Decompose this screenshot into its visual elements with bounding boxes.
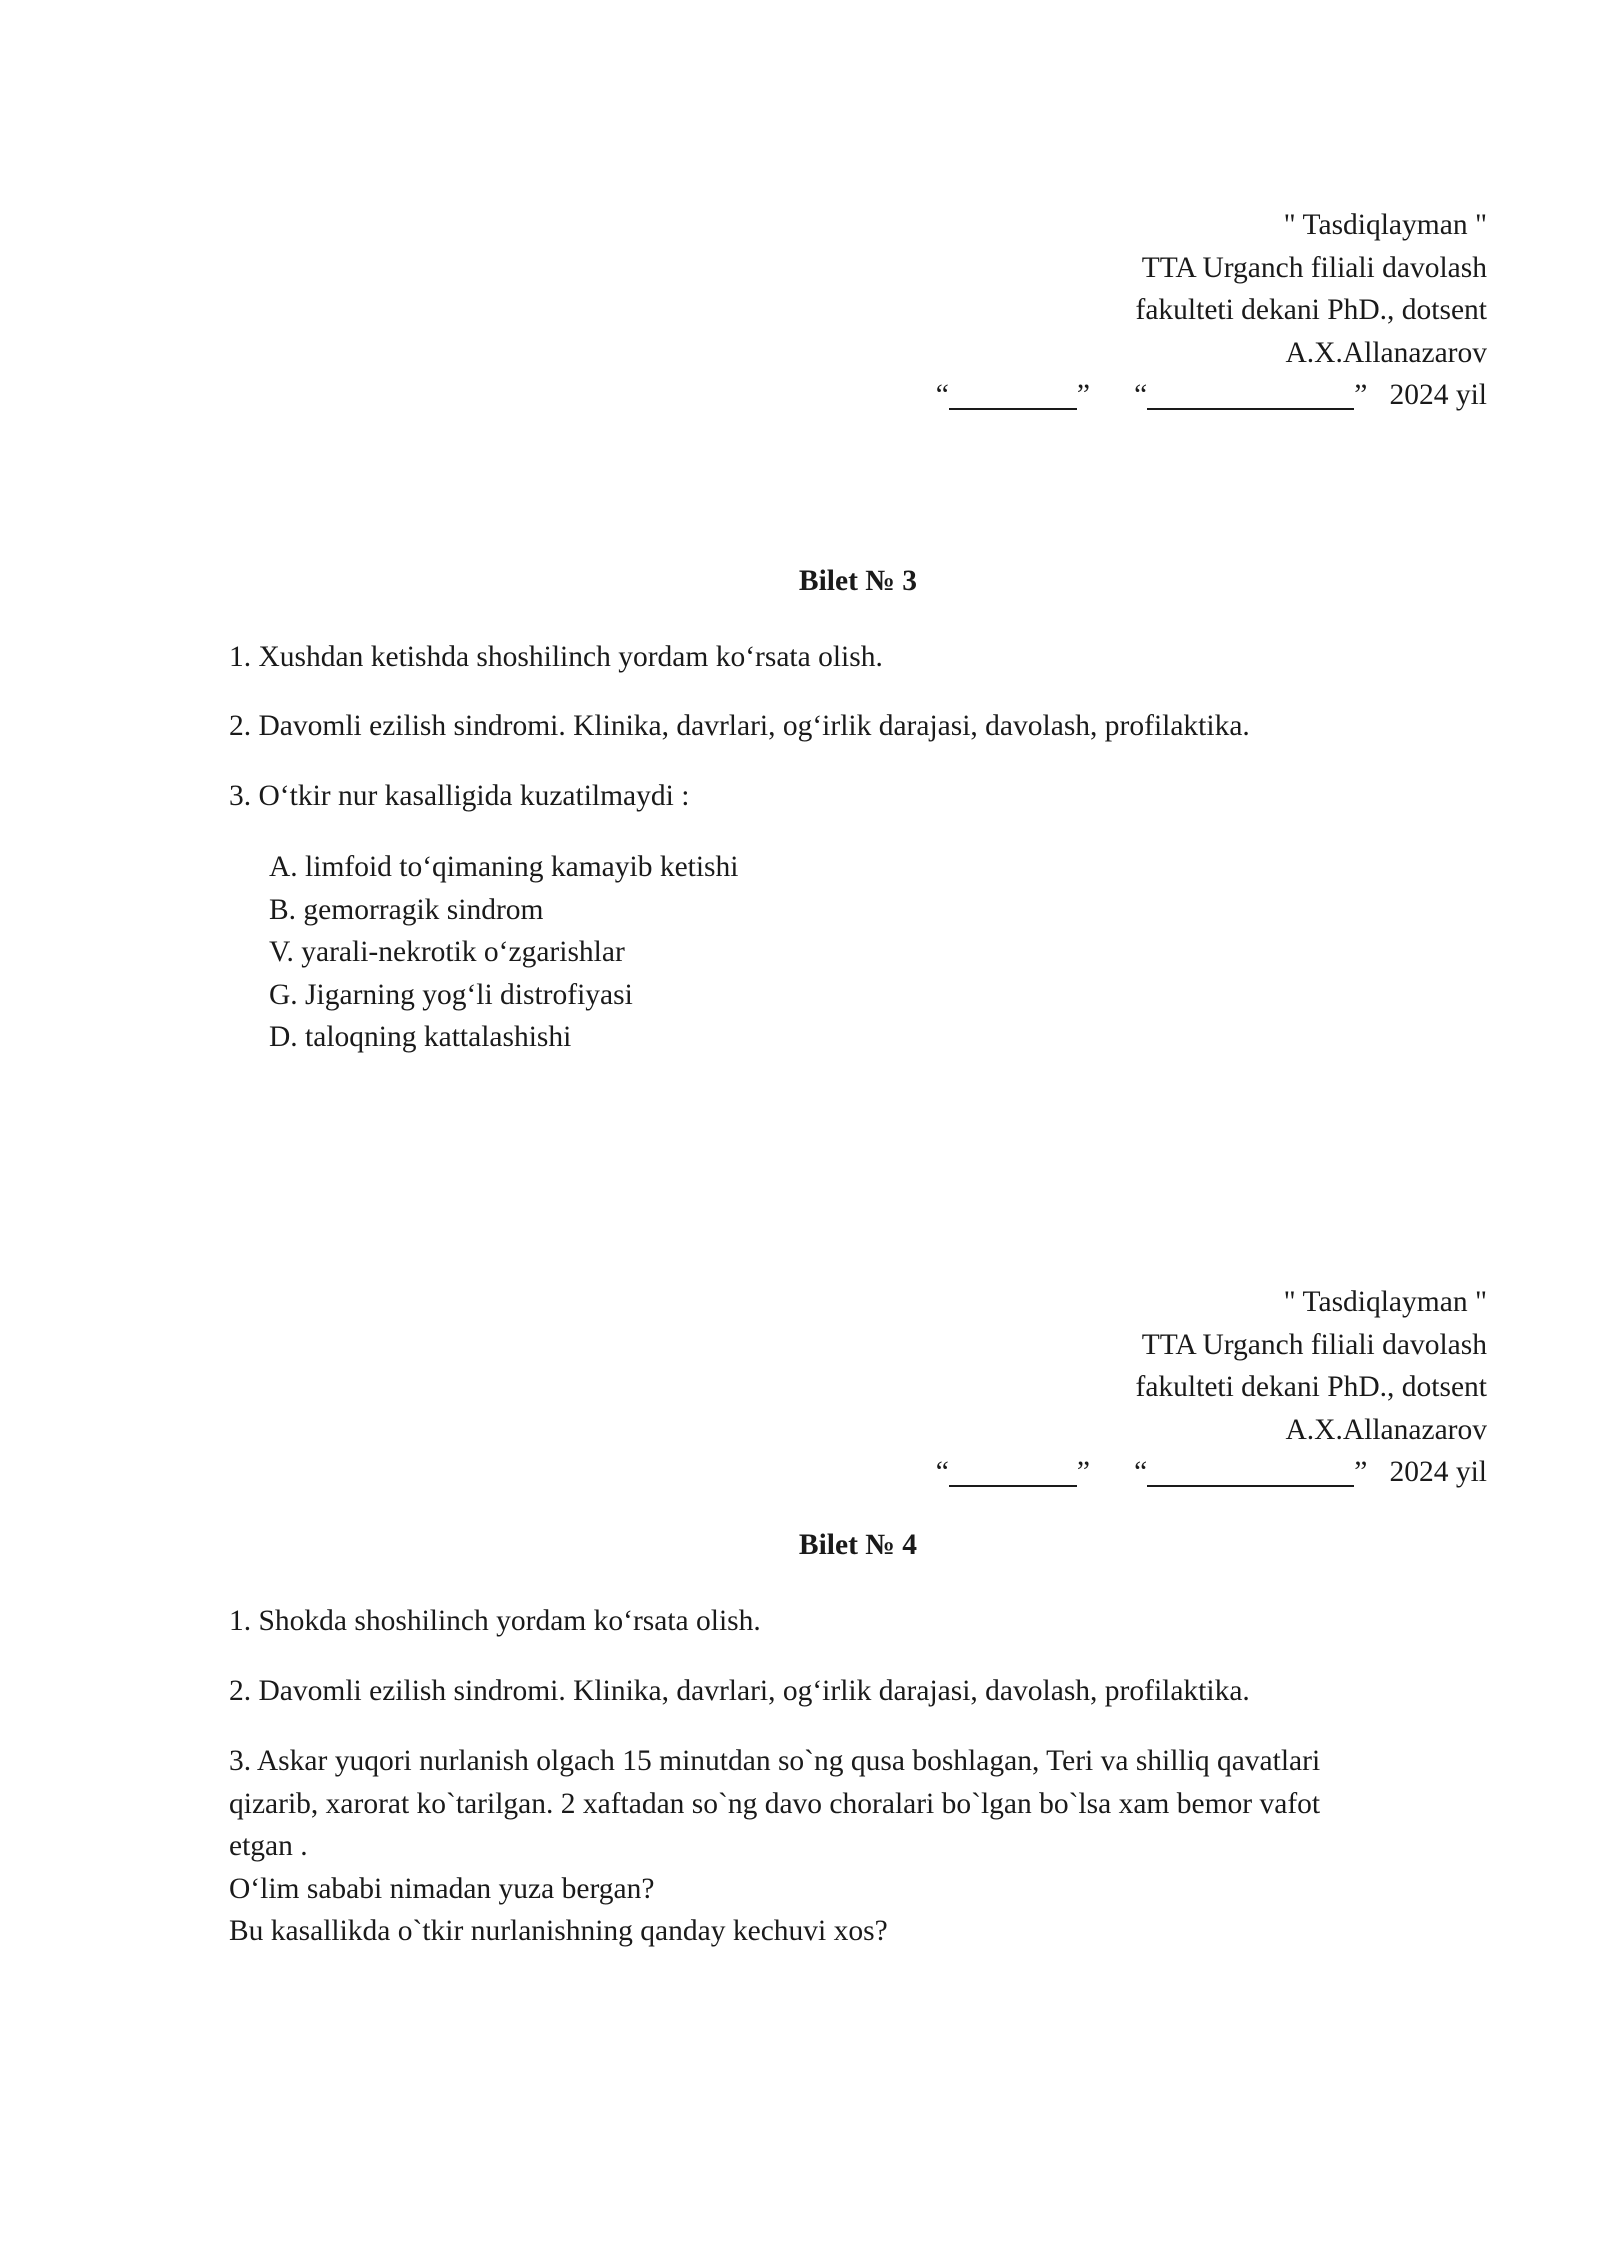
day-blank <box>949 378 1077 410</box>
question-3-line: etgan . <box>229 1830 308 1862</box>
approval-block <box>787 1281 1487 1494</box>
approval-date: “ ” “ ” 2024 yil <box>935 379 1487 411</box>
ticket-title: Bilet № 4 <box>798 1529 918 1561</box>
approval-dean: fakulteti dekani PhD., dotsent <box>1135 294 1487 326</box>
question-1: 1. Shokda shoshilinch yordam ko‘rsata olish. <box>229 1605 761 1637</box>
option-g: G. Jigarning yog‘li distrofiyasi <box>269 978 633 1011</box>
question-3-line: O‘lim sababi nimadan yuza bergan? <box>229 1872 655 1905</box>
month-blank <box>1147 1455 1354 1487</box>
question-3: 3. O‘tkir nur kasalligida kuzatilmaydi : <box>229 780 690 812</box>
question-2: 2. Davomli ezilish sindromi. Klinika, davrlari, og‘irlik darajasi, davolash, profilaktika. <box>229 1675 1250 1707</box>
approval-title: " Tasdiqlayman " <box>1283 209 1487 241</box>
day-blank <box>949 1455 1077 1487</box>
approval-branch: TTA Urganch filiali davolash <box>1141 251 1487 284</box>
option-d: D. taloqning kattalashishi <box>269 1021 572 1053</box>
approval-branch: TTA Urganch filiali davolash <box>1141 1328 1487 1361</box>
option-a: A. limfoid to‘qimaning kamayib ketishi <box>269 851 739 883</box>
option-v: V. yarali-nekrotik o‘zgarishlar <box>269 936 625 968</box>
approval-title: " Tasdiqlayman " <box>1283 1286 1487 1318</box>
question-3 <box>229 1740 1489 1953</box>
month-blank <box>1147 378 1354 410</box>
approval-name: A.X.Allanazarov <box>1285 1413 1487 1446</box>
approval-name: A.X.Allanazarov <box>1285 336 1487 369</box>
question-1: 1. Xushdan ketishda shoshilinch yordam ko‘rsata olish. <box>229 641 883 673</box>
question-3-line: 3. Askar yuqori nurlanish olgach 15 minutdan so`ng qusa boshlagan, Teri va shilliq qavatlari <box>229 1745 1321 1777</box>
question-2: 2. Davomli ezilish sindromi. Klinika, davrlari, og‘irlik darajasi, davolash, profilaktika. <box>229 710 1250 742</box>
approval-block <box>787 204 1487 417</box>
question-3-line: Bu kasallikda o`tkir nurlanishning qanday kechuvi xos? <box>229 1915 888 1947</box>
approval-dean: fakulteti dekani PhD., dotsent <box>1135 1371 1487 1403</box>
ticket-title: Bilet № 3 <box>798 565 918 597</box>
approval-date: “ ” “ ” 2024 yil <box>935 1456 1487 1488</box>
answer-options <box>269 846 738 1059</box>
question-3-line: qizarib, xarorat ko`tarilgan. 2 xaftadan so`ng davo choralari bo`lgan bo`lsa xam bemor vafot <box>229 1787 1321 1820</box>
option-b: B. gemorragik sindrom <box>269 893 544 926</box>
